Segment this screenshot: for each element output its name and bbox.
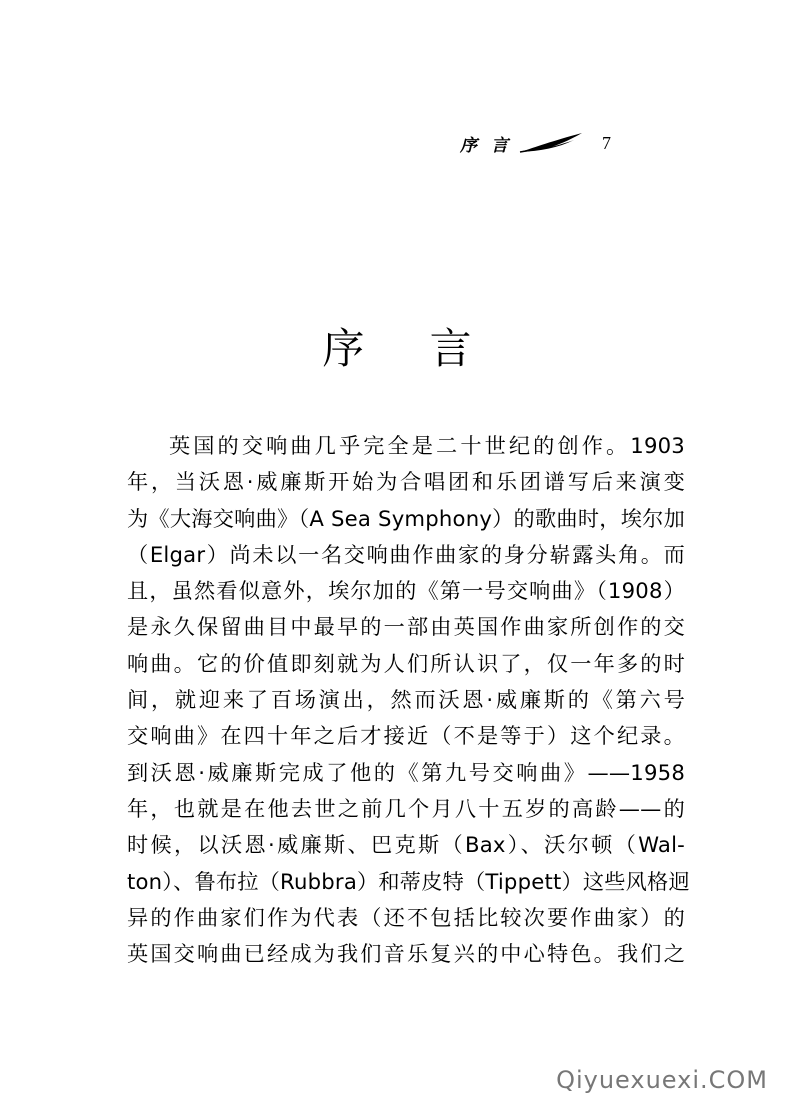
quill-ornament-icon	[518, 131, 584, 155]
running-head	[460, 128, 611, 158]
text-line: 到沃恩·威廉斯完成了他的《第九号交响曲》——1958	[127, 759, 685, 785]
body-paragraph	[127, 428, 690, 972]
text-line: 异的作曲家们作为代表（还不包括比较次要作曲家）的	[127, 904, 685, 930]
text-line: 交响曲》在四十年之后才接近（不是等于）这个纪录。	[127, 723, 685, 749]
text-line: 为《大海交响曲》（A Sea Symphony）的歌曲时，埃尔加	[127, 505, 685, 531]
watermark: Qiyuexuexi.COM	[556, 1066, 768, 1094]
text-line: 且，虽然看似意外，埃尔加的《第一号交响曲》（1908）	[127, 578, 685, 604]
text-line: 间，就迎来了百场演出，然而沃恩·威廉斯的《第六号	[127, 687, 685, 713]
running-head-title: 序言	[460, 135, 522, 156]
chapter-title: 序 言	[322, 324, 498, 374]
text-line: 年，当沃恩·威廉斯开始为合唱团和乐团谱写后来演变	[127, 469, 685, 495]
text-line: 年，也就是在他去世之前几个月八十五岁的高龄——的	[127, 795, 685, 821]
text-line: 响曲。它的价值即刻就为人们所认识了，仅一年多的时	[127, 650, 685, 676]
text-line: 英国的交响曲几乎完全是二十世纪的创作。1903	[169, 433, 685, 458]
text-line: ton）、鲁布拉（Rubbra）和蒂皮特（Tippett）这些风格迥	[127, 868, 690, 894]
text-line: 时候，以沃恩·威廉斯、巴克斯（Bax）、沃尔顿（Wal-	[127, 832, 685, 858]
text-line: （Elgar）尚未以一名交响曲作曲家的身分崭露头角。而	[127, 541, 685, 567]
page-number: 7	[602, 132, 611, 153]
text-line: 是永久保留曲目中最早的一部由英国作曲家所创作的交	[127, 614, 685, 640]
text-line: 英国交响曲已经成为我们音乐复兴的中心特色。我们之	[127, 941, 685, 967]
